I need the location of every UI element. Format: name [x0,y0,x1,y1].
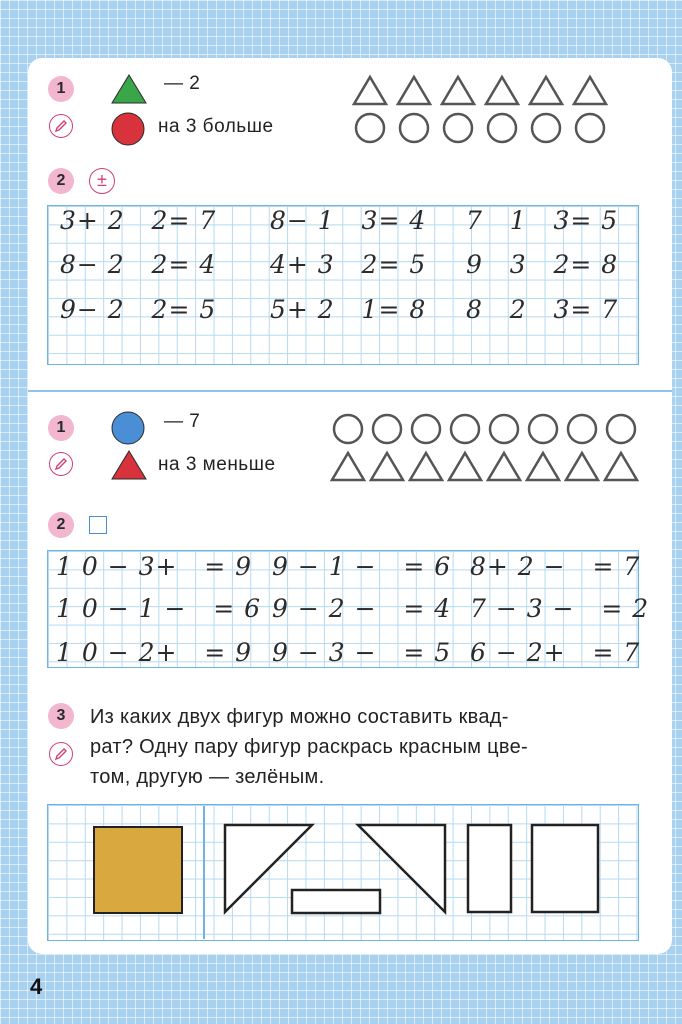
colored-square[interactable] [93,826,183,914]
outline-circle [334,415,362,443]
task-3-number: 3 [48,703,74,729]
outline-triangle [566,453,598,480]
outline-triangle [530,77,562,104]
task-3-question [90,702,635,792]
outline-circle [451,415,479,443]
outline-triangle [605,453,637,480]
equation: 6 − 2+ = 7 [470,638,641,667]
equation: 1 0 − 2+ = 9 [56,638,253,667]
tall-rectangle-piece[interactable] [468,825,511,912]
outline-circle [444,114,472,142]
outline-circle [576,114,604,142]
task-1-number: 1 [48,415,74,441]
task-2-number: 2 [48,168,74,194]
red-circle-icon [110,111,146,147]
equation: 8− 1 3= 4 [270,206,427,235]
pencil-icon [49,742,73,766]
equation: 4+ 3 2= 5 [270,250,427,279]
task-2-number: 2 [48,512,74,538]
outline-circles-row [352,112,612,146]
page-number: 4 [30,974,43,999]
pencil-icon [49,452,73,476]
outline-triangle [488,453,520,480]
equation: 9 − 2 − = 4 [272,594,452,623]
outline-circles-row [330,411,642,447]
outline-triangle [527,453,559,480]
question-line: Из каких двух фигур можно составить квад- [90,706,509,728]
outline-circle [488,114,516,142]
equation: 5+ 2 1= 8 [270,295,427,324]
outline-circle [400,114,428,142]
outline-circle [412,415,440,443]
green-triangle-icon [110,72,148,106]
outline-circle [568,415,596,443]
outline-triangle [398,77,430,104]
task-1-count-text: — 2 [164,73,201,94]
outline-triangle [574,77,606,104]
outline-triangle [354,77,386,104]
outline-triangle [332,453,364,480]
equation: 3+ 2 2= 7 [60,206,217,235]
equation: 9 − 1 − = 6 [272,552,452,581]
plus-minus-sign: ± [89,168,115,194]
outline-circle [373,415,401,443]
section-divider [28,390,672,392]
equation: 9− 2 2= 5 [60,295,217,324]
equation: 9 3 2= 8 [466,250,619,279]
shape-pieces [215,815,615,920]
outline-circle [607,415,635,443]
task-1-count-text: — 7 [164,411,201,432]
equation: 8 2 3= 7 [466,295,619,324]
question-line: том, другую — зелёным. [90,766,325,788]
equation: 7 − 3 − = 2 [470,594,650,623]
pencil-icon [49,114,73,138]
red-triangle-icon [110,448,148,482]
task-1-less-text: на 3 меньше [158,454,276,475]
equation: 8+ 2 − = 7 [470,552,641,581]
outline-circle [356,114,384,142]
equation: 9 − 3 − = 5 [272,638,452,667]
outline-triangle [442,77,474,104]
grid-divider-line [203,806,205,939]
empty-box-icon [89,516,107,534]
outline-triangles-row [352,74,612,108]
equation: 7 1 3= 5 [466,206,619,235]
outline-triangles-row [330,450,642,484]
question-line: рат? Одну пару фигур раскрась красным цве- [90,736,528,758]
equation: 1 0 − 1 − = 6 [56,594,262,623]
outline-circle [529,415,557,443]
blue-circle-icon [110,410,146,446]
equation: 8− 2 2= 4 [60,250,217,279]
outline-circle [490,415,518,443]
equation: 1 0 − 3+ = 9 [56,552,253,581]
outline-triangle [449,453,481,480]
task-1-number: 1 [48,76,74,102]
outline-triangle [486,77,518,104]
tall-rectangle-piece-2[interactable] [532,825,598,912]
outline-circle [532,114,560,142]
long-rectangle-piece[interactable] [292,890,380,913]
outline-triangle [410,453,442,480]
outline-triangle [371,453,403,480]
task-1-more-text: на 3 больше [158,116,274,137]
